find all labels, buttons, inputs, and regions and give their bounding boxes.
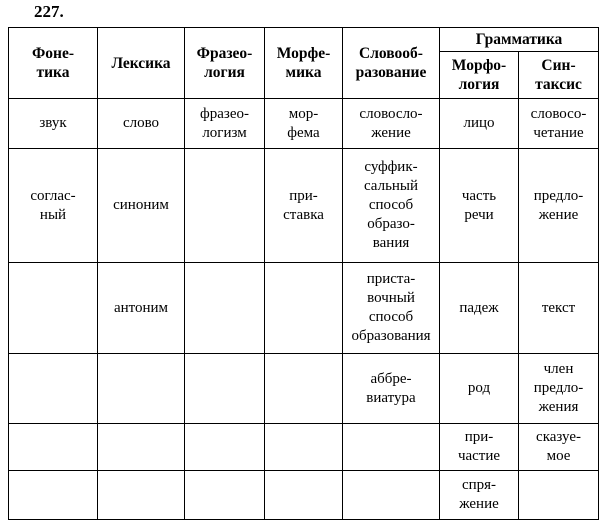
table-cell: мор- фема [265,99,343,149]
table-cell [9,471,98,520]
table-cell: предло- жение [519,149,599,263]
table-cell: аббре- виатура [343,354,440,424]
header-fonetika: Фоне- тика [9,28,98,99]
table-cell: соглас- ный [9,149,98,263]
terms-table [8,27,599,520]
table-cell [519,471,599,520]
table-cell: синоним [98,149,185,263]
header-frazeologiya: Фразео- логия [185,28,265,99]
table-cell [265,424,343,471]
table-cell: лицо [440,99,519,149]
table-cell [343,471,440,520]
table-cell [185,471,265,520]
header-leksika: Лексика [98,28,185,99]
table-cell: приста- вочный способ образования [343,263,440,354]
table-cell [343,424,440,471]
table-cell [98,354,185,424]
table-row [9,99,599,149]
table-row [9,424,599,471]
table-cell [185,149,265,263]
header-sintaksis: Син- таксис [519,52,599,99]
table-cell: при- частие [440,424,519,471]
table-row [9,149,599,263]
table-row [9,354,599,424]
header-morfologiya: Морфо- логия [440,52,519,99]
table-cell: суффик- сальный способ образо- вания [343,149,440,263]
table-cell: звук [9,99,98,149]
table-cell: член предло- жения [519,354,599,424]
table-cell: спря- жение [440,471,519,520]
table-cell [265,263,343,354]
table-cell: текст [519,263,599,354]
table-cell [185,263,265,354]
table-cell: антоним [98,263,185,354]
table-cell [185,424,265,471]
table-cell: род [440,354,519,424]
table-cell [98,424,185,471]
table-cell [265,354,343,424]
table-cell: часть речи [440,149,519,263]
table-cell: падеж [440,263,519,354]
table-cell: словосло- жение [343,99,440,149]
table-row [9,471,599,520]
header-grammatika: Грамматика [440,28,599,52]
table-cell: при- ставка [265,149,343,263]
table-cell [9,354,98,424]
exercise-number: 227. [34,2,64,21]
table-cell: словосо- четание [519,99,599,149]
header-morfemika: Морфе- мика [265,28,343,99]
table-cell: слово [98,99,185,149]
header-row [9,28,599,52]
header-slovoobrazovanie: Словооб- разование [343,28,440,99]
table-cell: фразео- логизм [185,99,265,149]
table-cell [185,354,265,424]
table-cell [265,471,343,520]
table-row [9,263,599,354]
table-cell: сказуе- мое [519,424,599,471]
table-cell [9,263,98,354]
table-cell [9,424,98,471]
table-cell [98,471,185,520]
